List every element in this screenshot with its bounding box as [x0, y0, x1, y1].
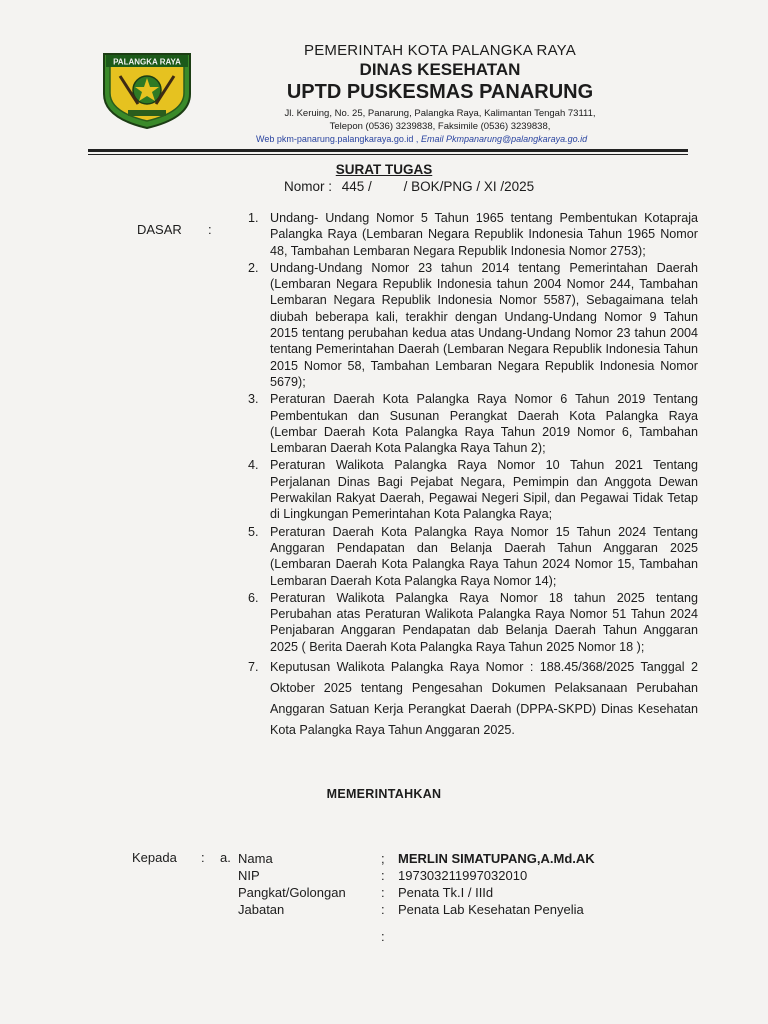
kepada-colon: :: [201, 850, 205, 865]
field-value-pangkat: Penata Tk.I / IIId: [398, 885, 494, 900]
palangka-raya-emblem-logo: [98, 46, 196, 130]
item-number: 7.: [248, 660, 259, 675]
assignee-field-labels: [238, 850, 346, 918]
field-label-nama: Nama: [238, 851, 273, 866]
nomor-rest: / BOK/PNG / XI /2025: [403, 179, 535, 194]
item-text: Undang- Undang Nomor 5 Tahun 1965 tentang Pembentukan Kotapraja Palangka Raya (Lembaran Negara Republik Indonesia Tahun 1965 Nomor 48, Tambahan Lembaran Negara Republik Indonesia Nomor 2753);: [270, 211, 698, 258]
nomor-label: Nomor :: [284, 179, 333, 194]
field-value-jabatan: Penata Lab Kesehatan Penyelia: [398, 902, 584, 917]
address-line: Jl. Keruing, No. 25, Panarung, Palangka Raya, Kalimantan Tengah 73111,: [284, 108, 596, 119]
dasar-item: [246, 657, 698, 741]
item-number: 6.: [248, 590, 259, 605]
field-value-nama: MERLIN SIMATUPANG,A.Md.AK: [398, 851, 595, 866]
website-link[interactable]: Web pkm-panarung.palangkaraya.go.id ,: [256, 134, 419, 144]
assignee-field-colons: [381, 850, 385, 918]
dasar-label: DASAR: [137, 222, 182, 237]
dasar-item: [246, 524, 698, 589]
kepada-letter: a.: [220, 850, 231, 865]
dasar-item: [246, 210, 698, 259]
item-number: 1.: [248, 211, 259, 225]
letterhead-thick-rule: [88, 149, 688, 152]
field-colon: ;: [381, 851, 385, 866]
logo-text: PALANGKA RAYA: [113, 57, 181, 67]
dasar-item: [246, 260, 698, 390]
dasar-colon: :: [208, 222, 212, 237]
item-text: Undang-Undang Nomor 23 tahun 2014 tentang Pemerintahan Daerah (Lembaran Negara Republik Indonesia tahun 2004 Nomor 244, Tambahan Lembaran Negara Republik Indonesia Nomor 5587), Sebagaimana telah diubah beberapa kali, terakhir dengan Undang-Undang Nomor 9 Tahun 2015 tentang perubahan kedua atas Undang-Undang Nomor 23 tahun 2004 tentang Pemerintahan Daerah (Lembaran Negara Republik Indonesia Tahun 2015 Nomor 58, Tambahan Lembaran Negara Republik Indonesia Nomor 5679);: [270, 260, 698, 389]
dasar-item: [246, 590, 698, 655]
dasar-item: [246, 391, 698, 456]
document-number: [284, 179, 534, 194]
field-label-pangkat: Pangkat/Golongan: [238, 885, 346, 900]
email-link[interactable]: Email Pkmpanarung@palangkaraya.go.id: [420, 134, 588, 144]
letterhead: [220, 42, 660, 146]
item-text: Peraturan Walikota Palangka Raya Nomor 18 tahun 2025 tentang Perubahan atas Peraturan Walikota Palangka Raya Nomor 51 Tahun 2024 Penjabaran Anggaran Pendapatan dab Belanja Daerah Tahun Anggaran 2025 ( Berita Daerah Kota Palangka Raya Tahun 2025 Nomor 18 );: [270, 590, 698, 654]
item-number: 5.: [248, 524, 259, 539]
kepada-label: Kepada: [132, 850, 177, 865]
item-number: 2.: [248, 260, 259, 275]
dasar-list: [246, 210, 698, 742]
field-value-nip: 197303211997032010: [398, 868, 528, 883]
nomor-value: 445 /: [341, 179, 372, 194]
field-label-nip: NIP: [238, 868, 260, 883]
item-number: 4.: [248, 458, 259, 473]
memerintahkan-heading: MEMERINTAHKAN: [326, 787, 442, 801]
field-colon: :: [381, 868, 385, 883]
dasar-item: [246, 457, 698, 522]
unit-name: UPTD PUSKESMAS PANARUNG: [286, 81, 594, 103]
item-text: Keputusan Walikota Palangka Raya Nomor : 188.45/368/2025 Tanggal 2 Oktober 2025 tentang Pengesahan Dokumen Pelaksanaan Perubahan Anggaran Satuan Kerja Perangkat Daerah (DPPA-SKPD) Dinas Kesehatan Kota Palangka Raya Tahun Anggaran 2025.: [270, 660, 698, 738]
item-text: Peraturan Daerah Kota Palangka Raya Nomor 6 Tahun 2019 Tentang Pembentukan dan Susunan Perangkat Daerah Kota Palangka Raya (Lembar Daerah Kota Palangka Raya Tahun 2019 Nomor 6, Tambahan Lembaran Daerah Kota Palangka Raya Tahun 2);: [270, 392, 698, 456]
phone-line: Telepon (0536) 3239838, Faksimile (0536) 3239838,: [329, 121, 551, 132]
item-number: 3.: [248, 392, 259, 407]
item-text: Peraturan Walikota Palangka Raya Nomor 10 Tahun 2021 Tentang Perjalanan Dinas Bagi Pejabat Negara, Pemimpin dan Anggota Dewan Perwakilan Rakyat Daerah, Pegawai Negeri Sipil, dan Pegawai Tidak Tetap di Lingkungan Pemerintahan Kota Palangka Raya;: [270, 458, 698, 522]
document-title: SURAT TUGAS: [335, 162, 433, 177]
field-label-jabatan: Jabatan: [238, 902, 285, 917]
trailing-colon: :: [381, 929, 385, 944]
department-name: DINAS KESEHATAN: [359, 60, 521, 79]
letterhead-thin-rule: [88, 154, 688, 155]
government-name: PEMERINTAH KOTA PALANGKA RAYA: [304, 42, 576, 59]
assignee-field-values: [398, 850, 595, 918]
field-colon: :: [381, 885, 385, 900]
field-colon: :: [381, 902, 385, 917]
web-email-line: [220, 133, 660, 146]
item-text: Peraturan Daerah Kota Palangka Raya Nomor 15 Tahun 2024 Tentang Anggaran Pendapatan dan Belanja Daerah Tahun Anggaran 2025 (Lembaran Daerah Kota Palangka Raya Tahun 2024 Nomor 15, Tambahan Lembaran Daerah Kota Palangka Raya Nomor 14);: [270, 524, 698, 588]
